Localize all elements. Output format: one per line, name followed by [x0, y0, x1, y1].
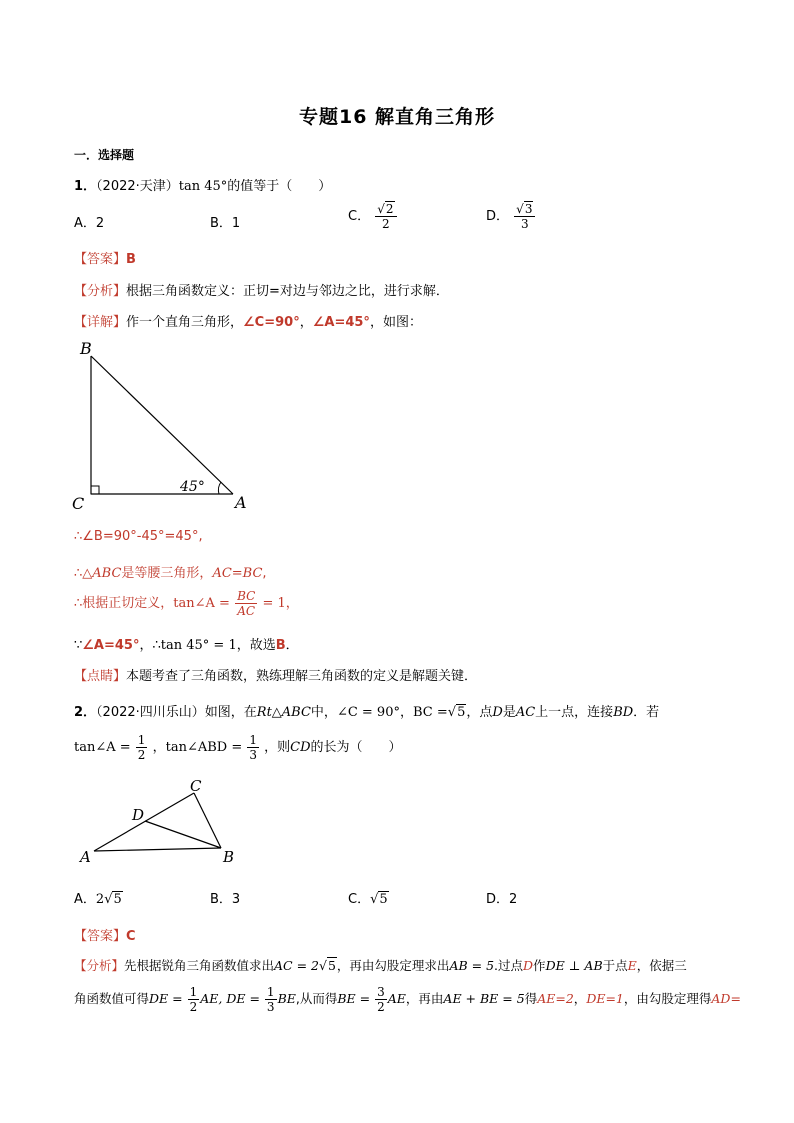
q1-option-c-fraction: $\frac{√2}{2}$: [375, 202, 396, 231]
section-heading: 一．选择题: [74, 148, 135, 162]
q1-analysis: 【分析】根据三角函数定义：正切=对边与邻边之比，进行求解．: [74, 284, 449, 299]
q1-option-c: C． $\frac{√2}{2}$: [348, 202, 398, 231]
q1-option-b: B．1: [210, 216, 241, 231]
vertex-a-label: A: [80, 848, 91, 866]
q2-option-d: D．2: [486, 892, 518, 907]
question-2-stem-line-2: tan∠A = $\frac{1}{2}$ ，tan∠ABD = $\frac{1}{3}$ ，则CD的长为（ ）: [74, 733, 402, 762]
q1-option-d-fraction: $\frac{√3}{3}$: [514, 202, 535, 231]
vertex-c-label: C: [190, 777, 202, 795]
q2-option-a: A．2√5: [74, 892, 122, 907]
angle-a-arc: [218, 482, 221, 494]
angle-45-label: 45°: [180, 479, 205, 495]
point-d-label: D: [132, 806, 145, 824]
q2-option-c: C．√5: [348, 892, 388, 907]
vertex-b-label: B: [80, 339, 92, 358]
page-title: 专题16 解直角三角形: [298, 106, 496, 128]
q1-option-d: D． $\frac{√3}{3}$: [486, 202, 536, 231]
q2-analysis-line-1: 【分析】先根据锐角三角函数值求出AC = 2√5，再由勾股定理求出AB = 5.过点D作DE ⊥ AB于点E，依据三: [74, 958, 687, 973]
side-ab: [94, 848, 221, 851]
q1-step-3: ∴根据正切定义，tan∠A = $\frac{BC}{AC}$ = 1，: [74, 589, 299, 618]
q1-option-a: A．2: [74, 216, 105, 231]
q1-triangle-figure: [70, 336, 260, 516]
vertex-c-label: C: [72, 494, 85, 513]
q1-step-1: ∴∠B=90°-45°=45°,: [74, 529, 203, 544]
side-ab: [91, 356, 233, 494]
question-2-stem-line-1: 2．（2022·四川乐山）如图，在Rt△ABC中，∠C = 90°，BC =√5，点D是AC上一点，连接BD．若: [74, 705, 660, 720]
q1-detail: 【详解】作一个直角三角形，∠C=90°，∠A=45°，如图：: [74, 315, 422, 330]
q1-answer: 【答案】B: [74, 252, 136, 267]
q2-analysis-line-2: 角函数值可得DE = $\frac{1}{2}$ AE, DE = $\frac{1}{3}$ BE,从而得BE = $\frac{3}{2}$ AE，再由AE + BE = 5得AE=2，DE=1，由勾股定理得AD=: [74, 985, 741, 1014]
q2-option-b: B．3: [210, 892, 241, 907]
question-1-stem: 1．（2022·天津）tan 45°的值等于（ ）: [74, 179, 332, 194]
vertex-b-label: B: [223, 848, 235, 866]
q2-triangle-figure: [74, 776, 254, 866]
vertex-a-label: A: [235, 493, 247, 512]
q1-step-4: ∵∠A=45°，∴tan 45° = 1，故选B．: [74, 638, 299, 653]
q1-step-2: ∴△ABC是等腰三角形，AC=BC,: [74, 566, 267, 581]
q2-answer: 【答案】C: [74, 929, 136, 944]
q1-comment: 【点睛】本题考查了三角函数，熟练理解三角函数的定义是解题关键．: [74, 669, 478, 684]
right-angle-mark: [91, 486, 99, 494]
